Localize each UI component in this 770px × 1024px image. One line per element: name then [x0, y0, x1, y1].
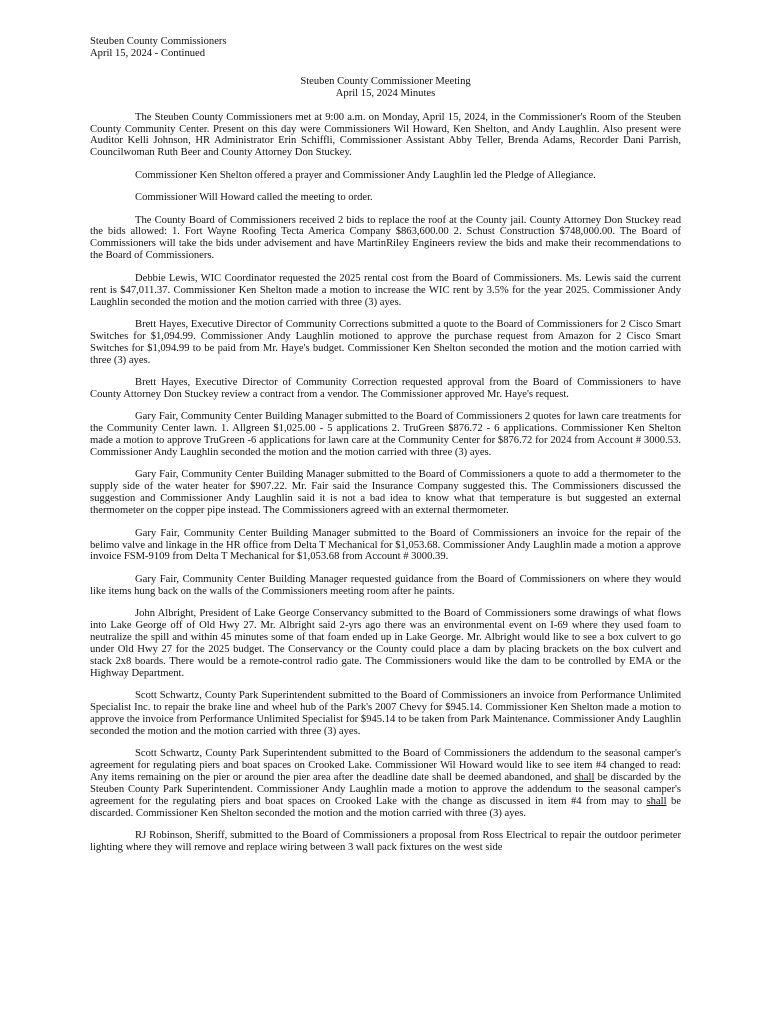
camper-underline-shall-2: shall	[646, 795, 667, 807]
running-header-date: April 15, 2024 - Continued	[90, 47, 206, 59]
camper-text-part1: Scott Schwartz, County Park Superintendent submitted to the Board of Commissioners the addendum to the seasonal camper's agreement for regulating piers and boat spaces on Crooked Lake. Commissioner Wil Howard would like to see item #4 changed to read: Any items remaining on the pier or around the pier area after the deadline date shall be deemed abandoned, and	[90, 748, 681, 783]
paragraph-wic-rent: Debbie Lewis, WIC Coordinator requested the 2025 rental cost from the Board of Commissioners. Ms. Lewis said the current rent is $47,011.37. Commissioner Ken Shelton made a motion to increase the WIC rent by 3.5% for the year 2025. Commissioner Andy Laughlin seconded the motion and the motion carried with three (3) ayes.	[90, 272, 681, 308]
paragraph-lake-george: John Albright, President of Lake George Conservancy submitted to the Board of Commissioners some drawings of what flows into Lake George off of Old Hwy 27. Mr. Albright said 2-yrs ago there was an environmental event on I-69 where they used foam to neutralize the spill and within 45 minutes some of that foam ended up in Lake George. Mr. Albright would like to see a box culvert to go under Old Hwy 27 for the 2025 budget. The Conservancy or the County could place a dam by placing brackets on the box culvert and stack 2x8 boards. There would be a remote-control radio gate. The Commissioners would like the dam to be controlled by EMA or the Highway Department.	[90, 608, 681, 679]
camper-text-part2: be discarded by the Steuben County Park Superintendent. Commissioner Andy Laughlin made a motion to approve the addendum to the seasonal camper's agreement for the regulating piers and boat spaces on Crooked Lake with the change as discussed in item #4 from may to	[90, 772, 681, 807]
document-title	[90, 76, 681, 100]
paragraph-camper-agreement	[90, 748, 681, 819]
paragraph-lawn-care: Gary Fair, Community Center Building Manager submitted to the Board of Commissioners 2 quotes for lawn care treatments for the Community Center lawn. 1. Allgreen $1,025.00 - 5 applications 2. TruGreen $876.72 - 6 applications. Commissioner Ken Shelton made a motion to approve TruGreen -6 applications for lawn care at the Community Center for $876.72 for 2024 from Account # 3000.53. Commissioner Andy Laughlin seconded the motion and the motion carried with three (3) ayes.	[90, 411, 681, 459]
camper-text-part3: be discarded. Commissioner Ken Shelton seconded the motion and the motion carried with three (3) ayes.	[90, 795, 681, 819]
paragraph-perimeter-lighting: RJ Robinson, Sheriff, submitted to the Board of Commissioners a proposal from Ross Electrical to repair the outdoor perimeter lighting where they will remove and replace wiring between 3 wall pack fixtures on the west side	[90, 830, 681, 854]
paragraph-meeting-room-walls: Gary Fair, Community Center Building Manager requested guidance from the Board of Commissioners on where they would like items hung back on the walls of the Commissioners meeting room after he paints.	[90, 573, 681, 597]
running-header-title: Steuben County Commissioners	[90, 36, 227, 47]
meeting-date: April 15, 2024 Minutes	[335, 87, 436, 99]
paragraph-park-chevy: Scott Schwartz, County Park Superintendent submitted to the Board of Commissioners an invoice from Performance Unlimited Specialist Inc. to repair the brake line and wheel hub of the Park's 2007 Chevy for $945.14. Commissioner Ken Shelton made a motion to approve the invoice from Performance Unlimited Specialist for $945.14 to be taken from Park Maintenance. Commissioner Andy Laughlin seconded the motion and the motion carried with three (3) ayes.	[90, 690, 681, 737]
paragraph-attendance: The Steuben County Commissioners met at 9:00 a.m. on Monday, April 15, 2024, in the Commissioner's Room of the Steuben County Community Center. Present on this day were Commissioners Wil Howard, Ken Shelton, and Andy Laughlin. Also present were Auditor Kelli Johnson, HR Administrator Erin Schiffli, Commissioner Assistant Abby Teller, Brenda Adams, Recorder Dani Parrish, Councilwoman Ruth Beer and County Attorney Don Stuckey.	[90, 111, 681, 159]
paragraph-cisco-switches: Brett Hayes, Executive Director of Community Corrections submitted a quote to the Board of Commissioners for 2 Cisco Smart Switches for $1,094.99. Commissioner Andy Laughlin motioned to approve the purchase request from Amazon for 2 Cisco Smart Switches for $1,094.99 to be paid from Mr. Haye's budget. Commissioner Ken Shelton seconded the motion and the motion carried with three (3) ayes.	[90, 318, 681, 366]
paragraph-jail-roof-bids: The County Board of Commissioners received 2 bids to replace the roof at the County jail. County Attorney Don Stuckey read the bids allowed: 1. Fort Wayne Roofing Tecta America Company $863,600.00 2. Schust Construction $748,000.00. The Board of Commissioners will take the bids under advisement and have MartinRiley Engineers review the bids and make their recommendations to the Board of Commissioners.	[90, 214, 681, 262]
meeting-title: Steuben County Commissioner Meeting	[300, 75, 471, 87]
paragraph-prayer: Commissioner Ken Shelton offered a prayer and Commissioner Andy Laughlin led the Pledge of Allegiance.	[135, 169, 596, 181]
paragraph-thermometer: Gary Fair, Community Center Building Manager submitted to the Board of Commissioners a quote to add a thermometer to the supply side of the water heater for $907.22. Mr. Fair said the Insurance Company suggested this. The Commissioners discussed the suggestion and Commissioner Andy Laughlin said it is not a bad idea to know what that temperature is but suggested an external thermometer on the copper pipe instead. The Commissioners agreed with an external thermometer.	[90, 469, 681, 517]
camper-underline-shall-1: shall	[574, 772, 595, 783]
paragraph-call-to-order: Commissioner Will Howard called the meeting to order.	[135, 192, 373, 204]
paragraph-contract-review: Brett Hayes, Executive Director of Community Correction requested approval from the Board of Commissioners to have County Attorney Don Stuckey review a contract from a vendor. The Commissioner approved Mr. Haye's request.	[90, 377, 681, 400]
paragraph-belimo-valve: Gary Fair, Community Center Building Manager submitted to the Board of Commissioners an invoice for the repair of the belimo valve and linkage in the HR office from Delta T Mechanical for $1,053.68. Commissioner Andy Laughlin made a motion a approve invoice FSM-9109 from Delta T Mechanical for $1,053.68 from Account # 3000.39.	[90, 527, 681, 563]
